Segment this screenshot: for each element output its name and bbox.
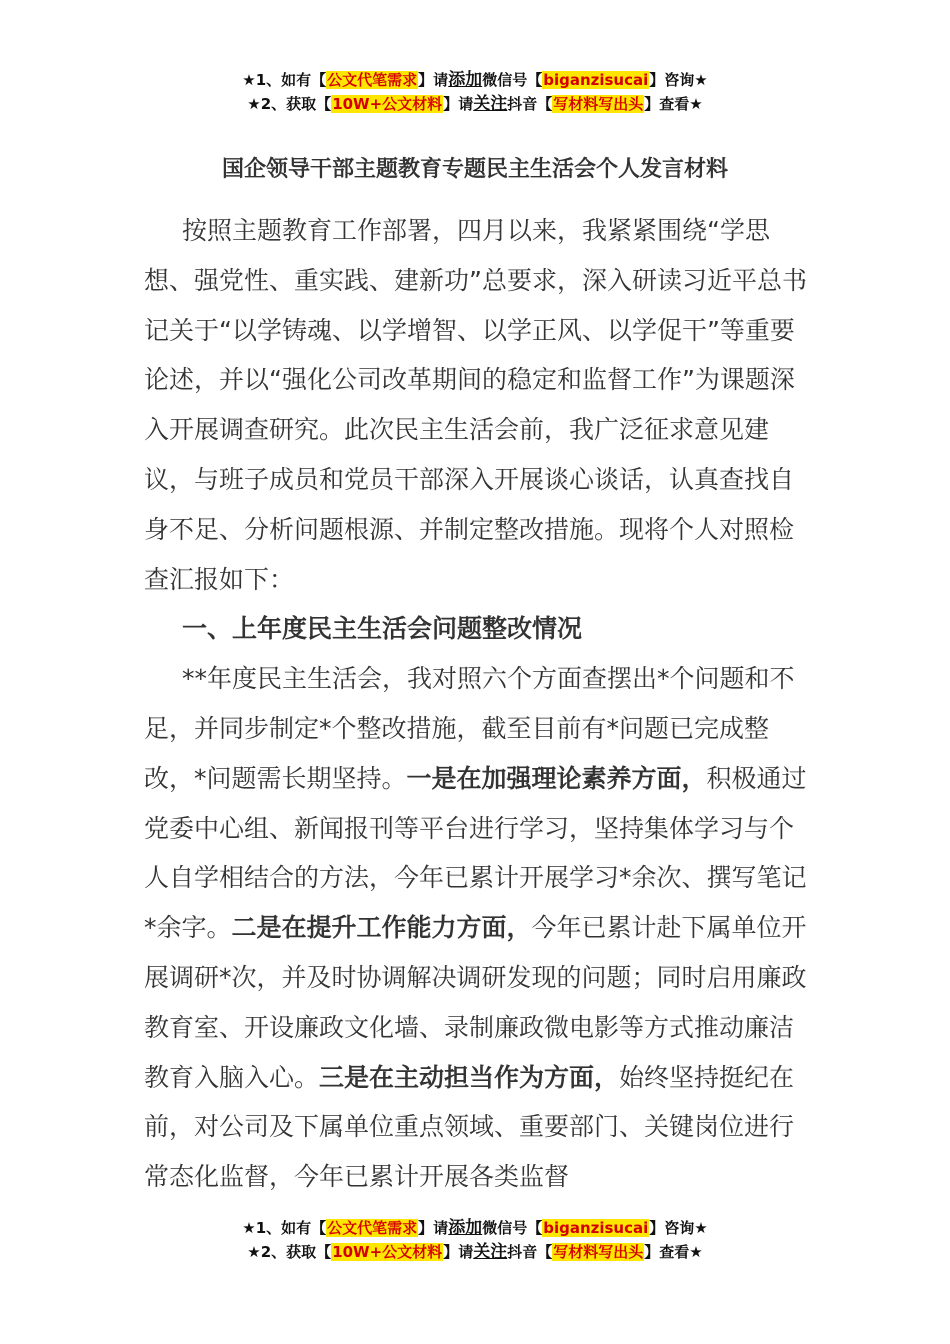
banner-highlight: 公文代笔需求 bbox=[327, 71, 418, 89]
banner-text: ★2、获取【 bbox=[247, 95, 332, 113]
banner-line-2 bbox=[0, 1240, 950, 1264]
douyin-account: 写材料写出头 bbox=[553, 1243, 644, 1261]
wechat-id: biganzisucai bbox=[543, 1219, 649, 1237]
bold-point-3: 三是在主动担当作为方面， bbox=[319, 1062, 620, 1092]
banner-text: 】请 bbox=[418, 1219, 449, 1237]
banner-underline: 关注 bbox=[473, 94, 508, 114]
footer-banner bbox=[0, 1216, 950, 1264]
banner-text: 】咨询★ bbox=[649, 1219, 708, 1237]
intro-paragraph: 按照主题教育工作部署，四月以来，我紧紧围绕“学思想、强党性、重实践、建新功”总要求，深入研读习近平总书记关于“以学铸魂、以学增智、以学正风、以学促干”等重要论述，并以“强化公司改革期间的稳定和监督工作”为课题深入开展调查研究。此次民主生活会前，我广泛征求意见建议，与班子成员和党员干部深入开展谈心谈话，认真查找自身不足、分析问题根源、并制定整改措施。现将个人对照检查汇报如下： bbox=[144, 216, 807, 594]
section-heading: 一、上年度民主生活会问题整改情况 bbox=[182, 614, 583, 644]
banner-text: 】请 bbox=[418, 71, 449, 89]
banner-highlight: 10W+公文材料 bbox=[332, 1243, 443, 1261]
banner-highlight: 公文代笔需求 bbox=[327, 1219, 418, 1237]
document-body bbox=[144, 206, 812, 1202]
banner-underline: 关注 bbox=[473, 1242, 508, 1262]
banner-text: 抖音【 bbox=[507, 1243, 553, 1261]
bold-point-1: 一是在加强理论素养方面， bbox=[406, 763, 707, 793]
header-banner bbox=[0, 68, 950, 116]
paragraph-text: 今年已累计赴下属单位开展调研*次，并及时协调解决调研发现的问题；同时启用廉政教育室、开设廉政文化墙、录制廉政微电影等方式推动廉洁教育入脑入心。 bbox=[144, 913, 807, 1092]
banner-text: ★1、如有【 bbox=[242, 1219, 327, 1237]
banner-underline: 添加 bbox=[448, 70, 483, 90]
paragraph-text: **年度民主生活会，我对照六个方面查摆出*个问题和不足，并同步制定*个整改措施，截至目前有*问题已完成整改，*问题需长期坚持。 bbox=[144, 664, 795, 793]
bold-point-2: 二是在提升工作能力方面， bbox=[231, 913, 532, 943]
banner-text: 】查看★ bbox=[644, 1243, 703, 1261]
banner-text: 抖音【 bbox=[507, 95, 553, 113]
paragraph-text: 积极通过党委中心组、新闻报刊等平台进行学习，坚持集体学习与个人自学相结合的方法，今年已累计开展学习*余次、撰写笔记*余字。 bbox=[144, 763, 807, 943]
banner-line-1 bbox=[0, 1216, 950, 1240]
banner-text: 】请 bbox=[443, 95, 474, 113]
banner-highlight: 10W+公文材料 bbox=[332, 95, 443, 113]
banner-text: ★1、如有【 bbox=[242, 71, 327, 89]
banner-text: 】请 bbox=[443, 1243, 474, 1261]
banner-line-1 bbox=[0, 68, 950, 92]
banner-text: 】查看★ bbox=[644, 95, 703, 113]
banner-text: 】咨询★ bbox=[649, 71, 708, 89]
douyin-account: 写材料写出头 bbox=[553, 95, 644, 113]
document-title: 国企领导干部主题教育专题民主生活会个人发言材料 bbox=[221, 157, 728, 182]
banner-underline: 添加 bbox=[448, 1218, 483, 1238]
wechat-id: biganzisucai bbox=[543, 71, 649, 89]
banner-text: ★2、获取【 bbox=[247, 1243, 332, 1261]
banner-text: 微信号【 bbox=[482, 1219, 543, 1237]
banner-line-2 bbox=[0, 92, 950, 116]
banner-text: 微信号【 bbox=[482, 71, 543, 89]
paragraph-text: 始终坚持挺纪在前，对公司及下属单位重点领域、重要部门、关键岗位进行常态化监督，今年已累计开展各类监督 bbox=[144, 1062, 795, 1192]
section-paragraph bbox=[144, 654, 812, 1202]
